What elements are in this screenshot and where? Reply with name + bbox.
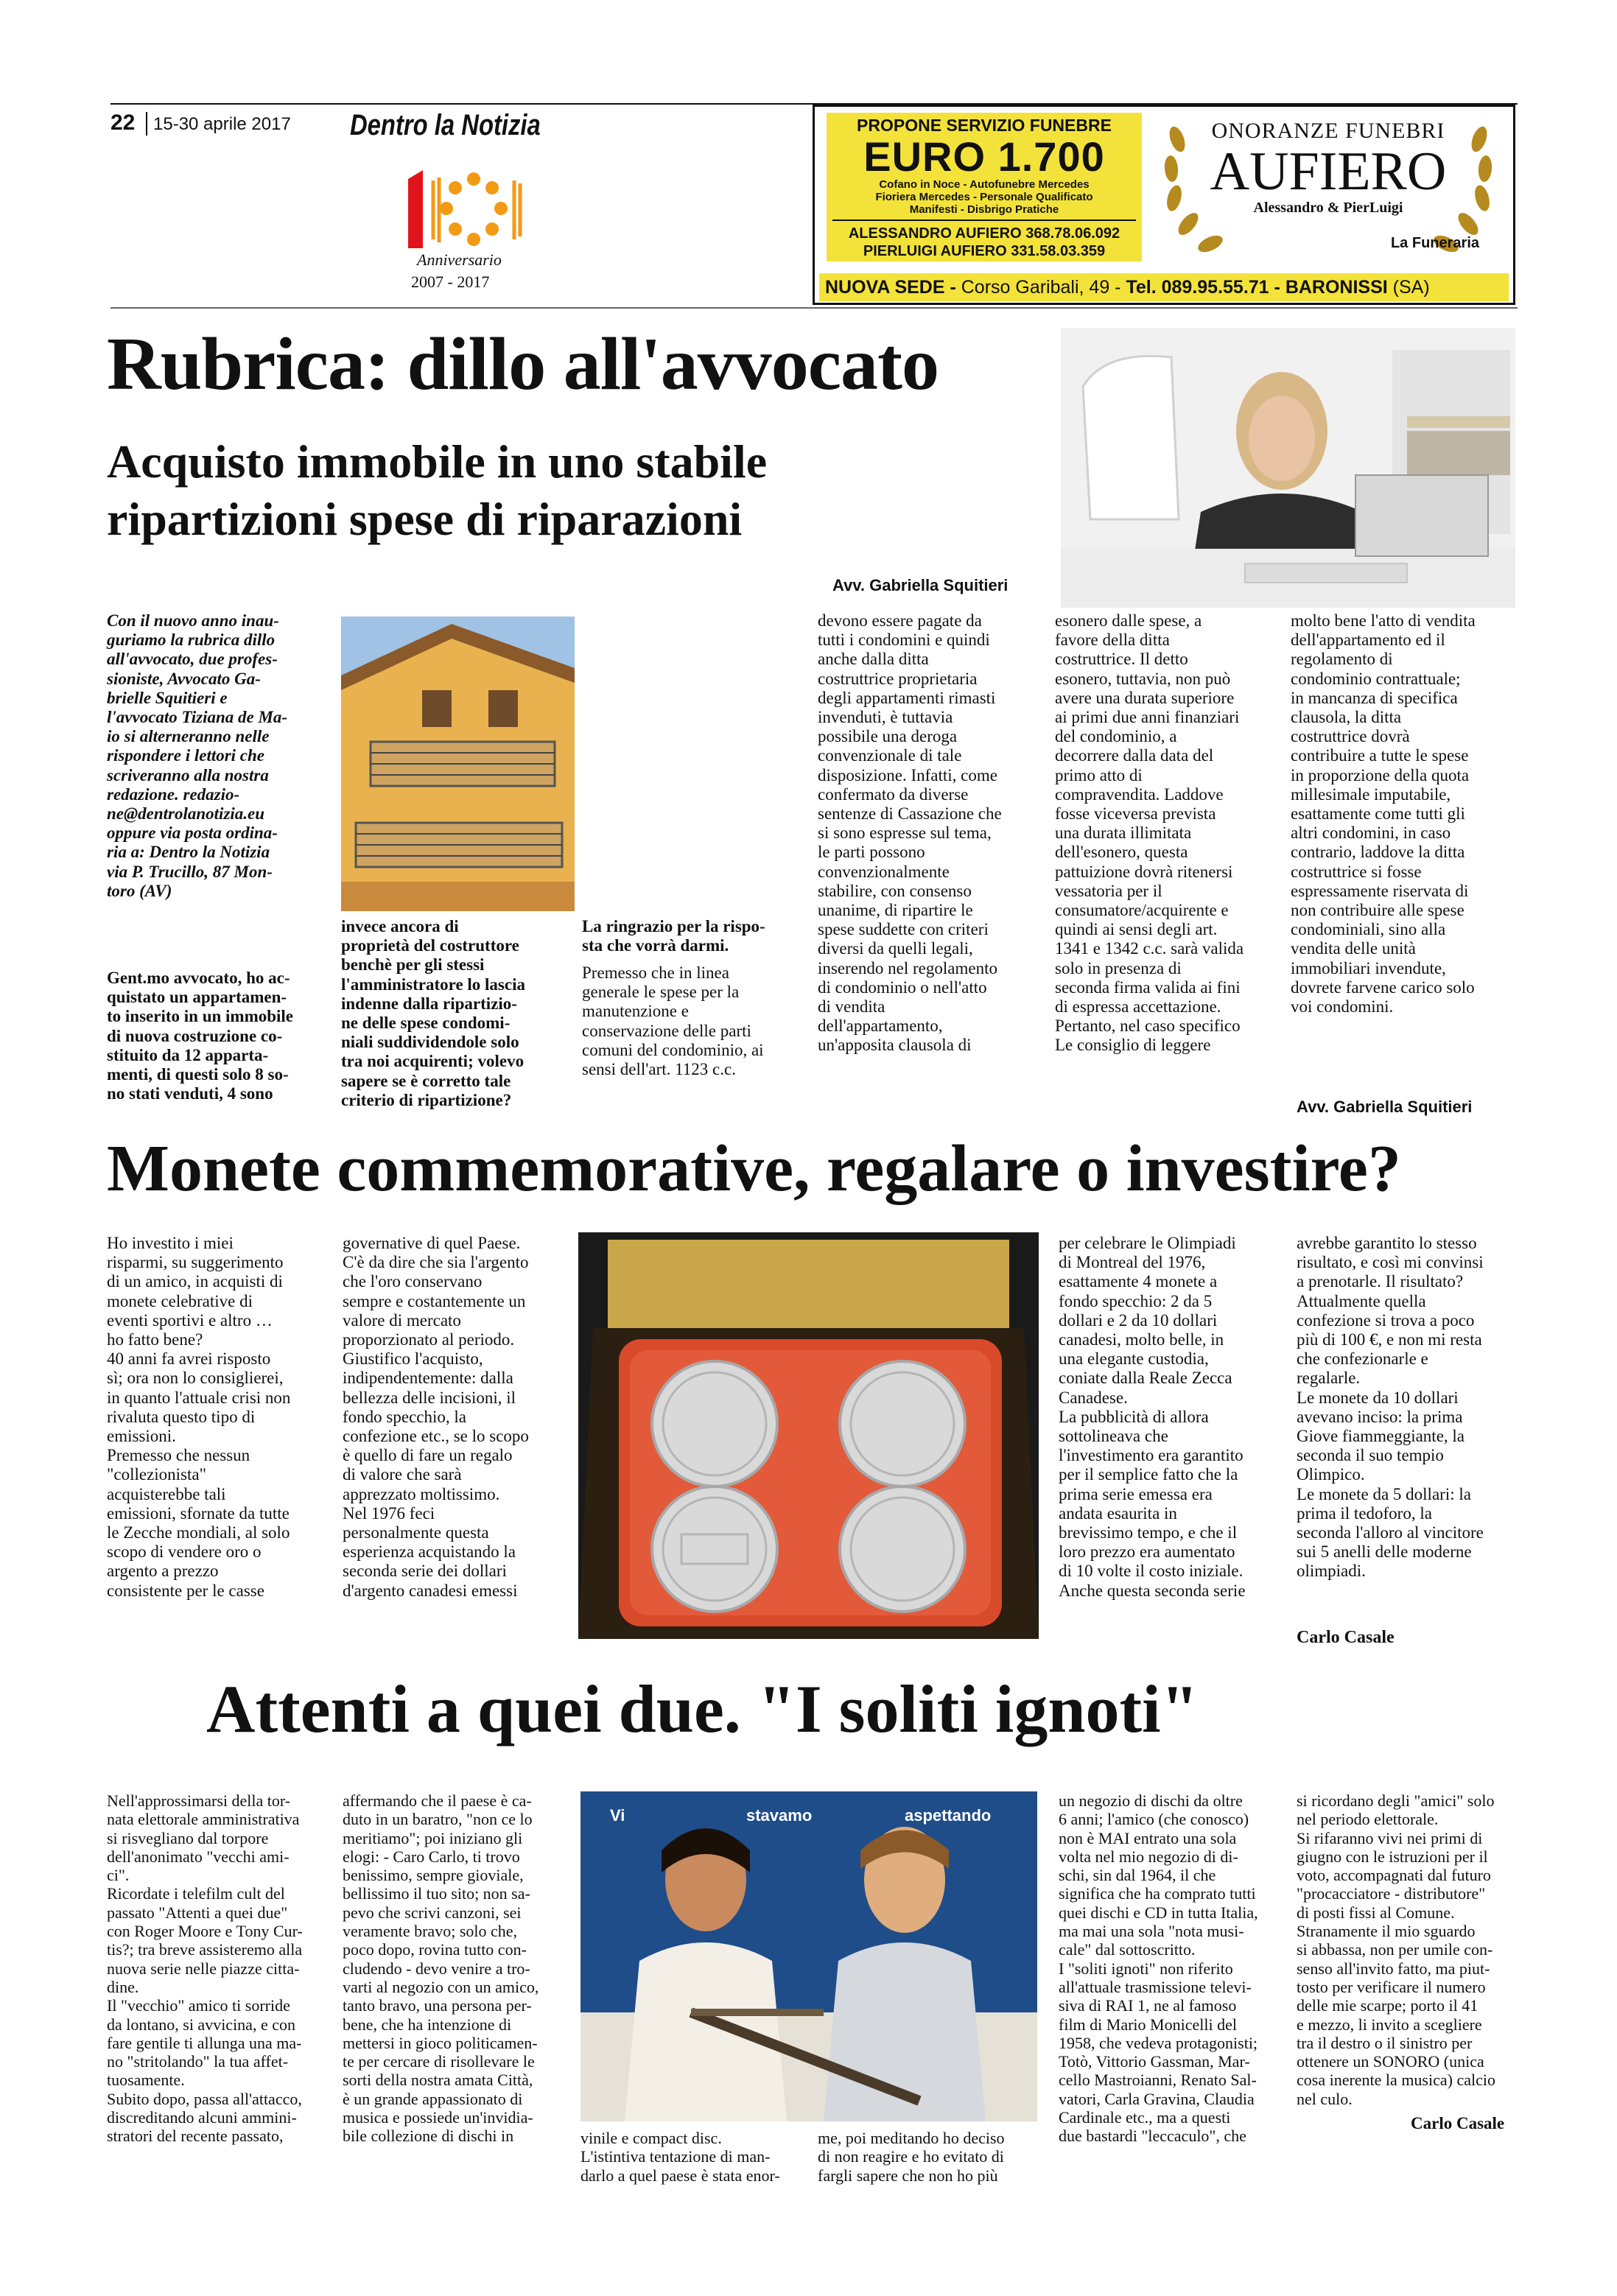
ad-address-tel: Tel. 089.95.55.71 -	[1126, 277, 1280, 298]
ad-address-prov: (SA)	[1392, 277, 1430, 298]
anniversary-years: 2007 - 2017	[411, 273, 490, 291]
article1-answer-c3: Premesso che in linea generale le spese per la manutenzione e conservazione delle parti comuni del condominio, ai sensi dell'art. 1123 c.c.	[582, 963, 764, 1079]
ad-offer-title: PROPONE SERVIZIO FUNEBRE	[857, 116, 1112, 135]
article2-c5: per celebrare le Olimpiadi di Montreal del 1976, esattamente 4 monete a fondo specchio: 2 da 5 dollari e 2 da 10 dollari canadesi, molto belle, in una elegante custodia, coniate dalla Reale Zecca Canadese. La pubblicità di allora sottolineava che l'investimento era garantito per il semplice fatto che la prima serie emessa era andata esaurita in brevissimo tempo, e che il loro prezzo era aumentato di 10 volte il costo iniziale. Anche questa seconda serie	[1059, 1234, 1246, 1600]
article3-c2: affermando che il paese è ca- duto in un baratro, "non ce lo meritiamo"; poi iniziano gli elogi: - Caro Carlo, ti trovo benissimo, sempre gioviale, bellissimo il tuo sito; non sa- pevo che scrivi canzoni, sei veramente bravo; solo che, poco dopo, rovina tutto con- cludendo - devo venire a tro- varti al negozio con un amico, tanto bravo, una persona per- bene, che ha intenzione di mettersi in gioco politicamen- te per cercare di risollevare le sorti della nostra amata Città, è un grande appassionato di musica e possiede un'invidia- bile collezione di dischi in	[343, 1791, 539, 2146]
article3-c6: si ricordano degli "amici" solo nel periodo elettorale. Si rifaranno vivi nei primi di giugno con le istruzioni per il voto, accompagnati dal futuro "procacciatore - distributore" di posti fissi al Comune. Stranamente il mio sguardo si abbassa, non per umile con- senso all'invito fatto, ma piut- tosto per verificare il numero delle mie scarpe; porto il 41 e mezzo, li invito a scegliere tra il destro o il sinistro per ottenere un SONORO (unica cosa inerente la musica) calcio nel culo.	[1297, 1791, 1495, 2108]
issue-date: 15-30 aprile 2017	[153, 114, 291, 134]
ad-detail-2: Fioriera Mercedes - Personale Qualificato	[875, 191, 1093, 203]
anniversary-word: Anniversario	[417, 250, 502, 269]
masthead-title: Dentro la Notizia	[350, 109, 541, 141]
article1-subtitle-2: ripartizioni spese di riparazioni	[107, 493, 743, 545]
header-bottom-rule	[111, 307, 1518, 309]
article1-subtitle-1: Acquisto immobile in uno stabile	[107, 435, 768, 488]
article1-question-cont: invece ancora di proprietà del costruttore benchè per gli stessi l'amministratore lo lascia indenne dalla ripartizio- ne delle spese condomi- niali suddividendole solo tra noi acquirenti; volevo sapere se è corretto tale criterio di ripartizione?	[341, 917, 525, 1109]
page-number-divider	[146, 112, 147, 136]
article1-title: Rubrica: dillo all'avvocato	[107, 323, 939, 406]
ad-address-city: BARONISSI	[1285, 277, 1388, 298]
article2-c6: avrebbe garantito lo stesso risultato, e così mi convinsi a prenotarle. Il risultato? Attualmente quella confezione si trova a poco più di 100 €, e non mi resta che confezionarle e regalarle. Le monete da 10 dollari avevano inciso: la prima Giove fiammeggiante, la seconda il suo tempio Olimpico. Le monete da 5 dollari: la prima il tedoforo, la seconda l'alloro al vincitore sui 5 anelli delle moderne olimpiadi.	[1297, 1234, 1484, 1581]
ad-brand-top: ONORANZE FUNEBRI	[1211, 119, 1445, 143]
ad-phone-1: ALESSANDRO AUFIERO 368.78.06.092	[848, 225, 1120, 242]
ad-address-bar	[819, 273, 1509, 301]
anniversary-logo	[404, 166, 529, 298]
funeral-ad	[813, 105, 1515, 305]
actors-photo-caption-3: aspettando	[905, 1806, 992, 1825]
article3-signature: Carlo Casale	[1411, 2114, 1505, 2132]
ad-price: EURO 1.700	[863, 133, 1105, 180]
ad-address-street: Corso Garibali, 49 -	[961, 277, 1121, 298]
actors-photo-caption-1: Vi	[610, 1806, 625, 1825]
article1-signature: Avv. Gabriella Squitieri	[1297, 1098, 1473, 1116]
coins-photo	[578, 1232, 1039, 1639]
ad-brand-tag: La Funeraria	[1390, 235, 1479, 251]
actors-photo-caption-2: stavamo	[746, 1806, 813, 1825]
article3-c3: vinile e compact disc. L'istintiva tentazione di man- darlo a quel paese è stata enor-	[580, 2129, 780, 2185]
article1-answer-c5: esonero dalle spese, a favore della ditta costruttrice. Il detto esonero, tuttavia, non può avere una durata superiore ai primi due anni finanziari del condominio, a decorrere dalla data del primo atto di compravendita. Laddove fosse viceversa prevista una durata illimitata dell'esonero, questa pattuizione dovrà ritenersi vessatoria per il consumatore/acquirente e quindi ai sensi degli art. 1341 e 1342 c.c. sarà valida solo in presenza di seconda firma valida ai fini di espressa accettazione. Pertanto, nel caso specifico Le consiglio di leggere	[1055, 611, 1244, 1055]
article1-thanks: La ringrazio per la rispo- sta che vorrà darmi.	[582, 917, 765, 955]
article2-c1: Ho investito i miei risparmi, su suggerimento di un amico, in acquisti di monete celebrative di eventi sportivi e altro … ho fatto bene? 40 anni fa avrei risposto sì; ora non lo consiglierei, in quanto l'attuale crisi non rivaluta questo tipo di emissioni. Premesso che nessun "collezionista" acquisterebbe tali emissioni, sfornate da tutte le Zecche mondiali, al solo scopo di vendere oro o argento a prezzo consistente per le casse	[107, 1234, 291, 1600]
ad-address-lead: NUOVA SEDE -	[825, 277, 956, 298]
building-photo	[341, 617, 575, 911]
article2-title: Monete commemorative, regalare o investire?	[107, 1132, 1401, 1205]
ad-offer-panel	[827, 113, 1142, 261]
article1-byline: Avv. Gabriella Squitieri	[832, 576, 1009, 594]
article3-c4: me, poi meditando ho deciso di non reagire e ho evitato di fargli sapere che non ho più	[818, 2129, 1005, 2185]
lawyer-photo	[1061, 328, 1515, 608]
article1-intro: Con il nuovo anno inau- guriamo la rubrica dillo all'avvocato, due profes- sioniste, Avvocato Ga- brielle Squitieri e l'avvocato Tiziana de Ma- io si alterneranno nelle rispondere i lettori che scriveranno alla nostra redazione. redazio- ne@dentrolanotizia.eu oppure via posta ordina- ria a: Dentro la Notizia via P. Trucillo, 87 Mon- toro (AV)	[107, 611, 288, 900]
ad-detail-3: Manifesti - Disbrigo Pratiche	[909, 203, 1059, 216]
article2-c2: governative di quel Paese. C'è da dire che sia l'argento che l'oro conservano sempre e costantemente un valore di mercato proporzionato al periodo. Giustifico l'acquisto, indipendentemente: dalla bellezza delle incisioni, il fondo specchio, la confezione etc., se lo scopo è quello di fare un regalo di valore che sarà apprezzato moltissimo. Nel 1976 feci personalmente questa esperienza acquistando la seconda serie dei dollari d'argento canadesi emessi	[343, 1234, 529, 1600]
ad-brand-name: AUFIERO	[1210, 141, 1447, 202]
ad-brand-sub: Alessandro & PierLuigi	[1253, 200, 1403, 216]
page-number: 22	[111, 110, 136, 135]
article2-signature: Carlo Casale	[1297, 1628, 1395, 1647]
article3-c1: Nell'approssimarsi della tor- nata elettorale amministrativa si risvegliano dal torpore dell'anonimato "vecchi ami- ci". Ricordate i telefilm cult del passato "Attenti a quei due" con Roger Moore e Tony Cur- tis?; tra breve assisteremo alla nuova serie nelle piazze citta- dine. Il "vecchio" amico ti sorride da lontano, si avvicina, e con fare gentile ti allunga una ma- no "stritolando" la tua affet- tuosamente. Subito dopo, passa all'attacco, discreditando alcuni ammini- stratori del recente passato,	[107, 1791, 303, 2146]
article1-answer-c6: molto bene l'atto di vendita dell'appartamento ed il regolamento di condominio contrattuale; in mancanza di specifica clausola, la ditta costruttrice dovrà contribuire a tutte le spese in proporzione della quota millesimale imputabile, esattamente come tutti gli altri condomini, in caso contrario, laddove la ditta costruttrice si fosse espressamente riservata di non contribuire alle spese condominiali, sino alla vendita delle unità immobiliari invendute, dovrete farvene carico solo voi condomini.	[1291, 611, 1476, 1017]
actors-photo	[580, 1791, 1037, 2121]
article1-answer-c4: devono essere pagate da tutti i condomini e quindi anche dalla ditta costruttrice proprietaria degli appartamenti rimasti invenduti, è tuttavia possibile una deroga convenzionale di tale disposizione. Infatti, come confermato da diverse sentenze di Cassazione che si sono espresse sul tema, le parti possono convenzionalmente stabilire, con consenso unanime, di ripartire le spese suddette con criteri diversi da quelli legali, inserendo nel regolamento di condominio o nell'atto di vendita dell'appartamento, un'apposita clausola di	[818, 611, 1002, 1055]
article1-question-start: Gent.mo avvocato, ho ac- quistato un appartamen- to inserito in un immobile di nuova costruzione co- stituito da 12 apparta- menti, di questi solo 8 so- no stati venduti, 4 sono	[107, 969, 294, 1103]
ad-brand	[1148, 110, 1509, 264]
article3-c5: un negozio di dischi da oltre 6 anni; l'amico (che conosco) non è MAI entrato una sola volta nel mio negozio di di- schi, sin dal 1964, il che significa che ha comprato tutti quei dischi e CD in tutta Italia, ma mai una sola "nota musi- cale" dal sottoscritto. I "soliti ignoti" non riferito all'attuale trasmissione televi- siva di RAI 1, ne al famoso film di Mario Monicelli del 1958, che vedeva protagonisti; Totò, Vittorio Gassman, Mar- cello Mastroianni, Renato Sal- vatori, Carla Gravina, Claudia Cardinale etc., ma a questi due bastardi "leccaculo", che	[1059, 1791, 1258, 2146]
ad-phone-2: PIERLUIGI AUFIERO 331.58.03.359	[863, 243, 1106, 259]
anniversary-10-icon	[404, 166, 529, 254]
ad-detail-1: Cofano in Noce - Autofunebre Mercedes	[879, 178, 1090, 191]
article3-title: Attenti a quei due. "I soliti ignoti"	[206, 1671, 1199, 1746]
